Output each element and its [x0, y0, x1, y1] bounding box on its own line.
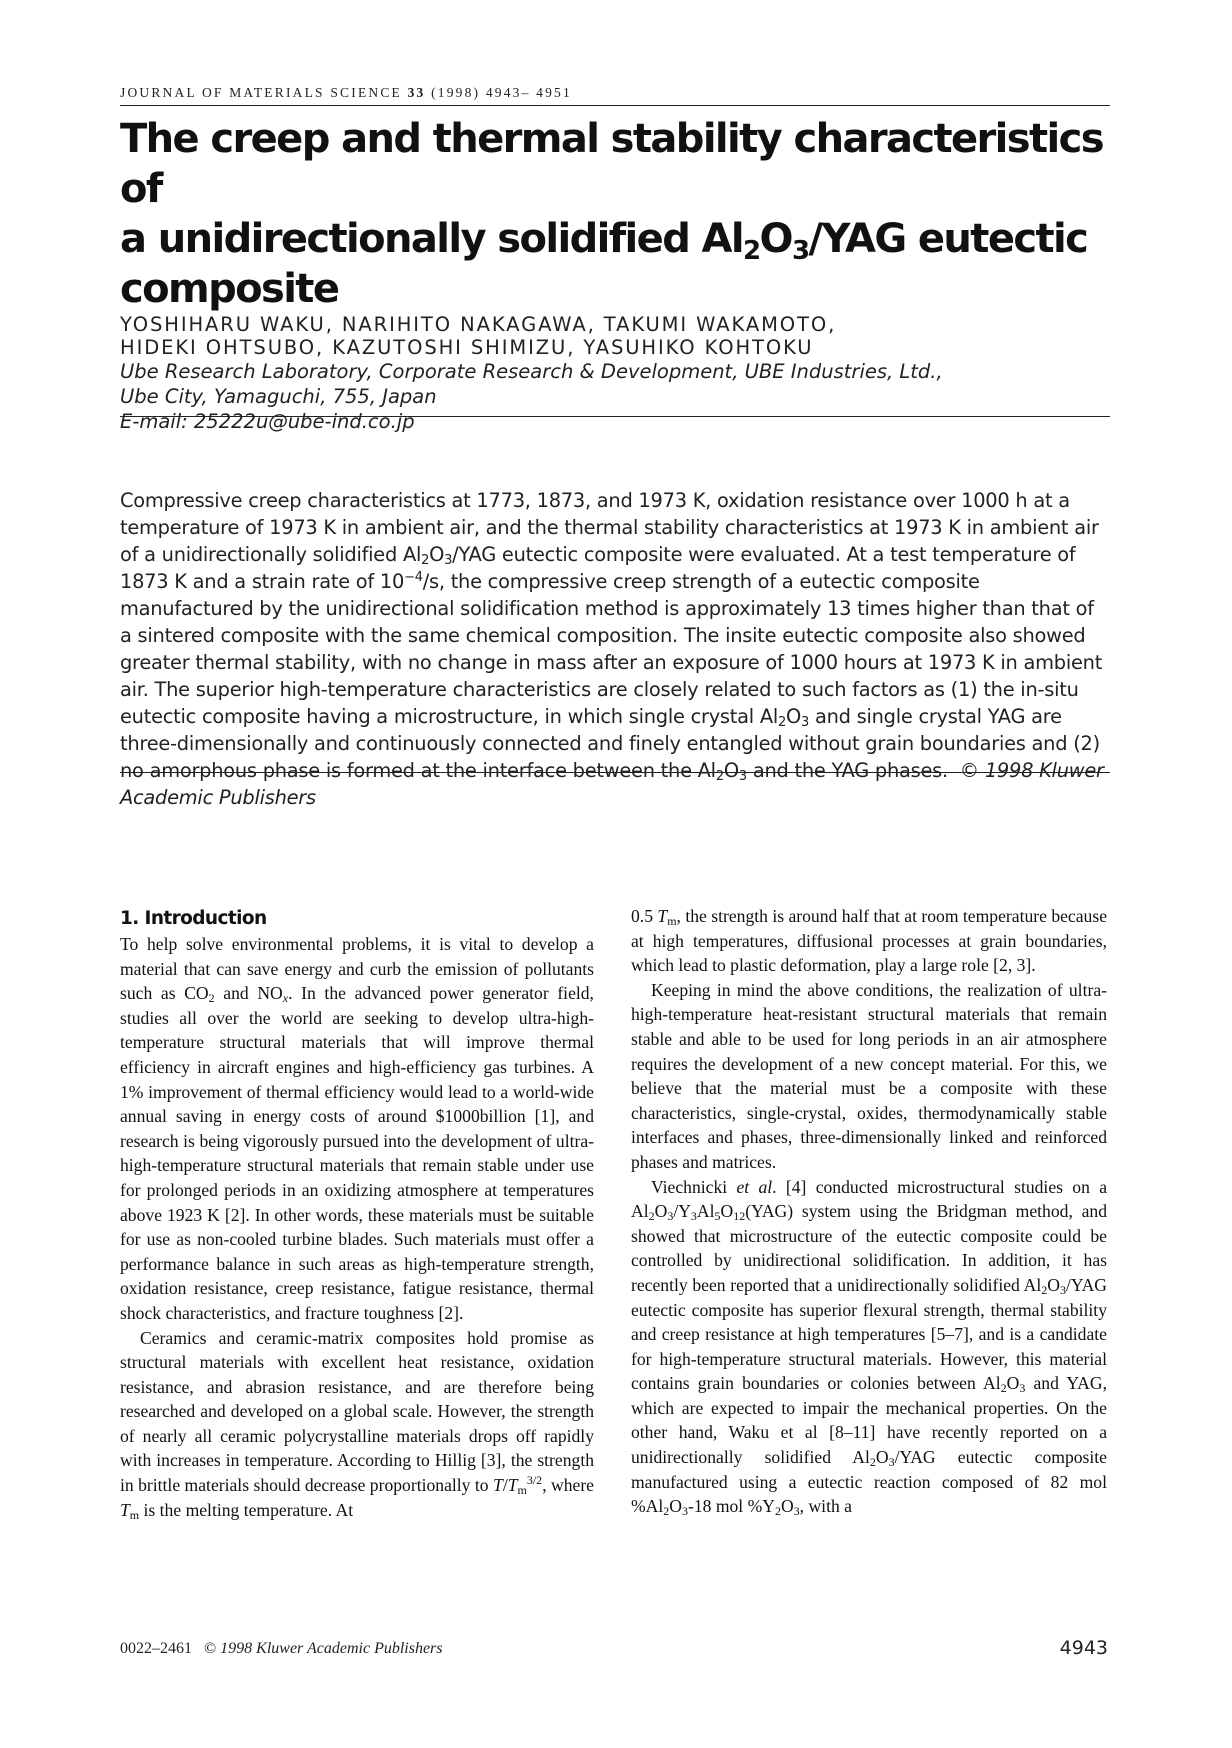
- paragraph: Keeping in mind the above conditions, the realization of ultra-high-temperature heat-resistant structural materials that remain stable and able to be used for long periods in an air atmosphere requires the development of a new concept material. For this, we believe that the material must be a composite with these characteristics, single-crystal, oxides, thermodynamically stable interfaces and phases, three-dimensionally linked and reinforced phases and matrices.: [631, 979, 1107, 1172]
- abstract: [120, 487, 1110, 811]
- paragraph: 0.5 $T_m$, the strength is around half that at room temperature because at high temperatures, diffusional processes at grain boundaries, which lead to plastic deformation, play a large role [2, 3].: [631, 906, 1108, 976]
- author-line: YOSHIHARU WAKU, NARIHITO NAKAGAWA, TAKUMI WAKAMOTO,: [120, 313, 837, 336]
- abstract-text: Compressive creep characteristics at 1773, 1873, and 1973 K, oxidation resistance over 1000 h at a temperature of 1973 K in ambient air, and the thermal stability characteristics at 1973 K in ambient air of a unidirectionally solidified $Al_2O_3$/YAG eutectic composite were evaluated. At a test temperature of 1873 K and a strain rate of $10^{-4}/s$, the compressive creep strength of a eutectic composite manufactured by the unidirectional solidification method is approximately 13 times higher than that of a sintered composite with the same chemical composition. The insite eutectic composite also showed greater thermal stability, with no change in mass after an exposure of 1000 hours at 1973 K in ambient air. The superior high-temperature characteristics are closely related to such factors as (1) the in-situ eutectic composite having a microstructure, in which single crystal $Al_2O_3$ and single crystal YAG are three-dimensionally and continuously connected and finely entangled without grain boundaries and (2) no amorphous phase is formed at the interface between the $Al_2O_3$ and the YAG phases. © 1998 Kluwer Academic Publishers: [120, 489, 1104, 809]
- affiliation: [120, 359, 1120, 434]
- paper-title: The creep and thermal stability characteristics of a unidirectionally solidified $Al_2O_3$/YAG eutectic composite: [120, 116, 1103, 312]
- right-column: [631, 904, 1107, 1519]
- divider: [120, 416, 1110, 417]
- paragraph: To help solve environmental problems, it is vital to develop a material that can save energy and curb the emission of pollutants such as $CO_2$ and $NO_x$. In the advanced power generator field, studies all over the world are seeking to develop ultra-high-temperature structural materials that will improve thermal efficiency in aircraft engines and high-efficiency gas turbines. A 1% improvement of thermal efficiency would lead to a world-wide annual saving in energy costs of around $1000billion [1], and research is being vigorously pursued into the development of ultra-high-temperature structural materials that remain stable under use for prolonged periods in an oxidizing atmosphere at temperatures above 1923 K [2]. In other words, these materials must be suitable for use as non-cooled turbine blades. Such materials must offer a performance balance in such areas as high-temperature strength, oxidation resistance, creep resistance, fatigue resistance, thermal shock characteristics, and fracture toughness [2].: [120, 934, 594, 1323]
- author-line: HIDEKI OHTSUBO, KAZUTOSHI SHIMIZU, YASUHIKO KOHTOKU: [120, 336, 814, 359]
- journal-name: JOURNAL OF MATERIALS SCIENCE: [120, 85, 402, 100]
- left-column: [120, 906, 594, 1522]
- journal-header: [120, 85, 1110, 106]
- author-list: [120, 313, 1120, 359]
- journal-year-pages: (1998) 4943– 4951: [431, 85, 572, 100]
- section-heading: 1. Introduction: [120, 908, 267, 929]
- affiliation-line: Ube City, Yamaguchi, 755, Japan: [120, 385, 437, 408]
- page-number: 4943: [1059, 1637, 1108, 1659]
- footer-issn: 0022–2461 © 1998 Kluwer Academic Publishers: [120, 1640, 443, 1657]
- paragraph: Ceramics and ceramic-matrix composites hold promise as structural materials with excellent heat resistance, oxidation resistance, and abrasion resistance, and are therefore being researched and developed on a global scale. However, the strength of nearly all ceramic polycrystalline materials drops off rapidly with increases in temperature. According to Hillig [3], the strength in brittle materials should decrease proportionally to $T/T_m^{3/2}$, where $T_m$ is the melting temperature. At: [120, 1327, 594, 1522]
- journal-volume: 33: [407, 85, 426, 100]
- footer-publisher: 1998 Kluwer Academic Publishers: [220, 1640, 443, 1657]
- email: E-mail: 25222u@ube-ind.co.jp: [120, 410, 415, 433]
- divider: [120, 772, 1110, 773]
- paragraph: Viechnicki et al. [4] conducted microstructural studies on a $Al_2O_3/Y_3Al_5O_{12}(YAG)$ system using the Bridgman method, and showed that microstructure of the eutectic composite could be controlled by unidirectional solidification. In addition, it has recently been reported that a unidirectionally solidified $Al_2O_3$/YAG eutectic composite has superior flexural strength, thermal stability and creep resistance at high temperatures [5–7], and is a candidate for high-temperature structural materials. However, this material contains grain boundaries or colonies between $Al_2O_3$ and YAG, which are expected to impair the mechanical properties. On the other hand, Waku et al [8–11] have recently reported on a unidirectionally solidified $Al_2O_3$/YAG eutectic composite manufactured using a eutectic reaction composed of 82 mol $\%Al_2O_3-18$ mol $\%Y_2O_3$, with a: [631, 1176, 1108, 1519]
- abstract-publisher: 1998 Kluwer Academic Publishers: [120, 759, 1104, 809]
- affiliation-line: Ube Research Laboratory, Corporate Research & Development, UBE Industries, Ltd.,: [120, 360, 943, 383]
- copyright-symbol: ©: [959, 759, 979, 782]
- copyright-symbol: ©: [204, 1640, 217, 1657]
